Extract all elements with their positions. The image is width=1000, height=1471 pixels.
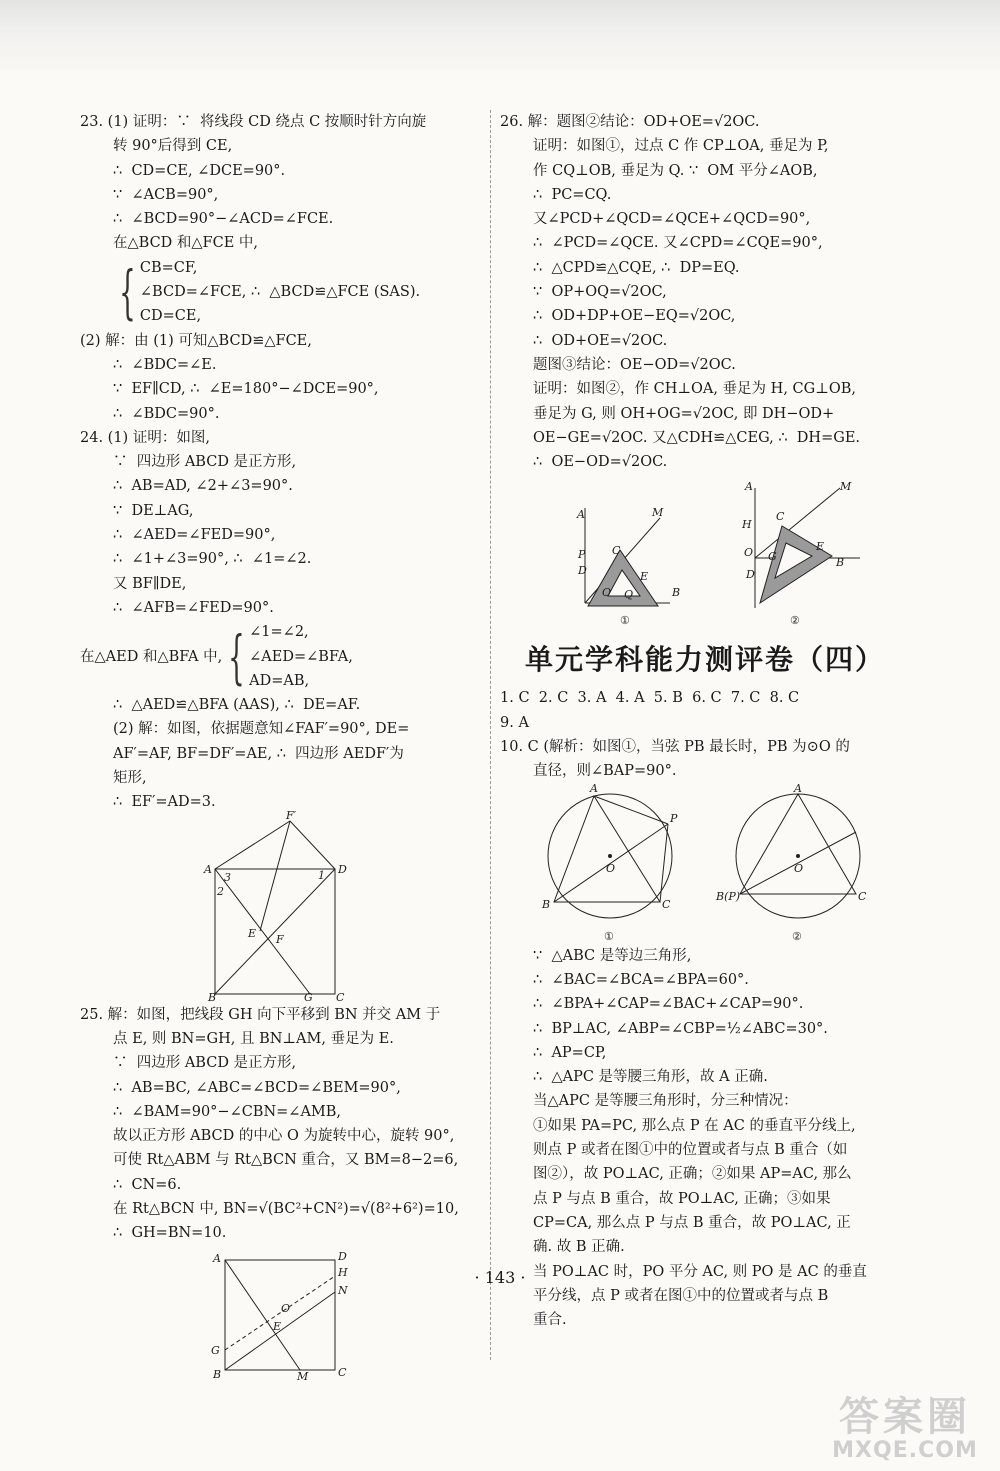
fig-label-2: ② xyxy=(792,929,802,943)
text-line: ∴ OD+OE=√2OC. xyxy=(533,332,668,349)
q23-congruence-system xyxy=(80,256,480,329)
text-line: ∴ CD=CE, ∠DCE=90°. xyxy=(113,162,286,179)
label-H: H xyxy=(338,1265,348,1279)
label-O: O xyxy=(281,1301,291,1315)
label-C: C xyxy=(776,510,785,524)
text-line: 作 CQ⊥OB, 垂足为 Q. ∵ OM 平分∠AOB, xyxy=(533,162,818,179)
figure-q25-square xyxy=(205,1249,355,1383)
label-N: N xyxy=(338,1283,348,1297)
text-line: 在△BCD 和△FCE 中, xyxy=(113,235,259,252)
text-line: ∵ ∠ACB=90°, xyxy=(113,186,219,203)
text-line: 证明：如图①，过点 C 作 CP⊥OA, 垂足为 P, xyxy=(533,138,829,155)
label-B: B xyxy=(213,1367,222,1381)
text-line: ∵ EF∥CD, ∴ ∠E=180°−∠DCE=90°, xyxy=(113,381,379,398)
text-line: 当 PO⊥AC 时，PO 平分 AC, 则 PO 是 AC 的垂直 xyxy=(533,1263,867,1280)
question-24 xyxy=(80,426,480,620)
text-line: 当△APC 是等腰三角形时，分三种情况： xyxy=(533,1093,798,1110)
label-E: E xyxy=(640,570,649,584)
label-B: B xyxy=(836,556,845,570)
label-C: C xyxy=(858,889,867,903)
text-line: 矩形, xyxy=(113,770,147,787)
answer-key xyxy=(500,686,910,783)
question-25 xyxy=(80,1003,480,1246)
text-line: ∴ ∠1+∠3=90°, ∴ ∠1=∠2. xyxy=(113,551,312,568)
label-M: M xyxy=(652,506,664,520)
label-E: E xyxy=(248,926,257,940)
q24-congruence-system xyxy=(80,620,480,693)
label-H: H xyxy=(742,518,752,532)
text-line: ∴ ∠AFB=∠FED=90°. xyxy=(113,599,274,616)
text-line: ∴ △CPD≌△CQE, ∴ DP=EQ. xyxy=(533,259,740,276)
text-line: 10. C (解析：如图①，当弦 PB 最长时，PB 为⊙O 的 xyxy=(500,739,850,756)
label-O: O xyxy=(794,861,804,875)
text-line: ∴ EF′=AD=3. xyxy=(113,794,216,811)
text-line: ∴ △AED≌△BFA (AAS), ∴ DE=AF. xyxy=(113,697,361,714)
text-line: 证明：如图②，作 CH⊥OA, 垂足为 H, CG⊥OB, xyxy=(533,381,856,398)
text-line: ∵ OP+OQ=√2OC, xyxy=(533,284,667,301)
label-C: C xyxy=(338,1365,347,1379)
watermark-url: MXQE.COM xyxy=(832,1438,978,1463)
watermark xyxy=(815,1385,995,1470)
text-line: ∴ AB=AD, ∠2+∠3=90°. xyxy=(113,478,293,495)
figure-q26-1 xyxy=(540,478,690,628)
question-23 xyxy=(80,110,480,256)
label-F: F xyxy=(276,932,284,946)
label-P: P xyxy=(578,548,586,562)
text-line: 故以正方形 ABCD 的中心 O 为旋转中心，旋转 90°, xyxy=(113,1128,455,1145)
text-line: ∴ AB=BC, ∠ABC=∠BCD=∠BEM=90°, xyxy=(113,1079,401,1096)
text-line: ∴ △APC 是等腰三角形，故 A 正确. xyxy=(533,1069,768,1086)
text-line: 重合. xyxy=(533,1312,567,1329)
text-line: ∴ OE−OD=√2OC. xyxy=(533,454,668,471)
label-Q: Q xyxy=(624,588,634,602)
text-line: ∴ GH=BN=10. xyxy=(113,1225,227,1242)
text-line: ∴ ∠BDC=90°. xyxy=(113,405,220,422)
label-E: E xyxy=(816,540,825,554)
label-D: D xyxy=(338,862,347,876)
text-line: 25. 解：如图，把线段 GH 向下平移到 BN 并交 AM 于 xyxy=(80,1006,441,1023)
text-line: CD=CE, xyxy=(139,308,202,325)
label-B-P: B(P) xyxy=(716,889,741,903)
left-brace: { xyxy=(228,622,246,691)
figure-q26-2 xyxy=(720,478,870,628)
text-line: (2) 解：由 (1) 可知△BCD≌△FCE, xyxy=(80,332,312,349)
text-line: 可使 Rt△ABM 与 Rt△BCN 重合，又 BM=8−2=6, xyxy=(113,1152,459,1169)
text-line: ∵ DE⊥AG, xyxy=(113,502,194,519)
text-line: ∠1=∠2, xyxy=(249,624,309,641)
text-line: ∴ ∠AED=∠FED=90°, xyxy=(113,527,276,544)
q10-figures xyxy=(500,781,910,944)
text-line: ∴ PC=CQ. xyxy=(533,186,612,203)
text-line: ∴ AP=CP, xyxy=(533,1044,607,1061)
text-line: 23. (1) 证明：∵ 将线段 CD 绕点 C 按顺时针方向旋 xyxy=(80,114,427,130)
text-line: 确. 故 B 正确. xyxy=(533,1239,625,1256)
page-number: · 143 · xyxy=(474,1268,526,1287)
label-E: E xyxy=(273,1319,282,1333)
text-line: 26. 解：题图②结论：OD+OE=√2OC. xyxy=(500,114,760,130)
label-B: B xyxy=(542,897,551,911)
fig-label-1: ① xyxy=(604,929,614,943)
text-line: ∴ OD+DP+OE−EQ=√2OC, xyxy=(533,308,736,325)
text-line: ①如果 PA=PC, 那么点 P 在 AC 的垂直平分线上, xyxy=(533,1117,856,1134)
label-D: D xyxy=(746,568,755,582)
text-line: 又 BF∥DE, xyxy=(113,575,187,592)
label-B: B xyxy=(208,990,217,1004)
question-10-solution xyxy=(500,944,910,1333)
section-heading: 单元学科能力测评卷（四） xyxy=(524,643,885,677)
text-line: 题图③结论：OE−OD=√2OC. xyxy=(533,356,736,373)
left-brace: { xyxy=(119,258,136,327)
text-line: ∵ 四边形 ABCD 是正方形, xyxy=(113,1055,297,1072)
text-line: 24. (1) 证明：如图, xyxy=(80,429,210,446)
label-B: B xyxy=(672,586,681,600)
text-line: ∠BCD=∠FCE, ∴ △BCD≌△FCE (SAS). xyxy=(139,284,421,301)
text-line: ∴ ∠BPA+∠CAP=∠BAC+∠CAP=90°. xyxy=(533,996,804,1013)
text-line: ∵ △ABC 是等边三角形, xyxy=(533,947,692,964)
label-G: G xyxy=(211,1343,220,1357)
text-line: ∴ ∠BAC=∠BCA=∠BPA=60°. xyxy=(533,971,749,988)
label-O: O xyxy=(602,586,612,600)
fig-label-1: ① xyxy=(620,614,630,628)
scan-top-shadow xyxy=(0,0,1000,70)
text-line: 平分线，点 P 或者在图①中的位置或者与点 B xyxy=(533,1287,829,1304)
label-1: 1 xyxy=(318,868,325,882)
text-line: ∴ ∠PCD=∠QCE. 又∠CPD=∠CQE=90°, xyxy=(533,235,823,252)
text-line: CP=CA, 那么点 P 与点 B 重合，故 PO⊥AC, 正 xyxy=(533,1214,851,1231)
text-line: 转 90°后得到 CE, xyxy=(113,138,233,155)
text-line: ∴ CN=6. xyxy=(113,1176,182,1193)
label-C: C xyxy=(612,544,621,558)
label-C: C xyxy=(662,897,671,911)
label-P: P xyxy=(670,811,678,825)
text-line: 图②），故 PO⊥AC, 正确；②如果 AP=AC, 那么 xyxy=(533,1166,852,1183)
text-line: CB=CF, xyxy=(139,259,198,276)
text-line: 9. A xyxy=(500,714,529,731)
text-line: 1. C 2. C 3. A 4. A 5. B 6. C 7. C 8. C xyxy=(500,690,800,707)
text-line: ∠AED=∠BFA, xyxy=(249,648,353,665)
text-line: ∵ 四边形 ABCD 是正方形, xyxy=(113,454,297,471)
label-A: A xyxy=(590,781,598,795)
text-line: OE−GE=√2OC. 又△CDH≌△CEG, ∴ DH=GE. xyxy=(533,429,861,446)
q26-figures xyxy=(500,478,910,628)
text-line: 点 E, 则 BN=GH, 且 BN⊥AM, 垂足为 E. xyxy=(113,1030,394,1047)
label-A: A xyxy=(204,862,212,876)
watermark-text: 答案圈 xyxy=(839,1394,971,1440)
label-2: 2 xyxy=(217,884,224,898)
label-M: M xyxy=(297,1369,309,1383)
right-column xyxy=(500,110,910,1332)
text-line: AF′=AF, BF=DF′=AE, ∴ 四边形 AEDF′为 xyxy=(113,745,404,762)
question-24-part2 xyxy=(80,693,480,814)
label-3: 3 xyxy=(224,870,231,884)
text-line: ∴ ∠BAM=90°−∠CBN=∠AMB, xyxy=(113,1103,342,1120)
label-A: A xyxy=(213,1251,221,1265)
label-D: D xyxy=(578,564,587,578)
label-F-prime: F′ xyxy=(286,808,297,822)
label-M: M xyxy=(840,480,852,494)
label-G: G xyxy=(304,990,313,1004)
label-A: A xyxy=(794,781,802,795)
label-G: G xyxy=(768,550,777,564)
left-column xyxy=(80,110,480,1384)
question-26 xyxy=(500,110,910,474)
label-A: A xyxy=(577,508,585,522)
column-divider xyxy=(490,110,491,1360)
label-O: O xyxy=(606,861,616,875)
text-line: 垂足为 G, 则 OH+OG=√2OC, 即 DH−OD+ xyxy=(533,405,835,422)
text-line: 点 P 与点 B 重合，故 PO⊥AC, 正确；③如果 xyxy=(533,1190,831,1207)
figure-q24-square xyxy=(180,808,380,1004)
figure-q10-1 xyxy=(532,781,692,944)
question-23-part2 xyxy=(80,329,480,426)
text-line: AD=AB, xyxy=(249,672,310,689)
fig-label-2: ② xyxy=(790,614,800,628)
text-line: 又∠PCD+∠QCD=∠QCE+∠QCD=90°, xyxy=(533,211,811,228)
label-A: A xyxy=(745,480,753,494)
text-line: 直径，则∠BAP=90°. xyxy=(533,763,677,780)
label-C: C xyxy=(336,990,345,1004)
text-line: ∴ ∠BDC=∠E. xyxy=(113,356,217,373)
text-line: 在 Rt△BCN 中, BN=√(BC²+CN²)=√(8²+6²)=10, xyxy=(113,1200,459,1217)
text-line: 则点 P 或者在图①中的位置或者与点 B 重合（如 xyxy=(533,1142,848,1159)
text-line: ∴ BP⊥AC, ∠ABP=∠CBP=½∠ABC=30°. xyxy=(533,1020,828,1037)
figure-q10-2 xyxy=(716,781,878,944)
text-line: (2) 解：如图，依据题意知∠FAF′=90°, DE= xyxy=(113,721,410,738)
q24-system-lead: 在△AED 和△BFA 中, xyxy=(80,648,223,665)
label-O: O xyxy=(744,546,754,560)
label-D: D xyxy=(338,1249,347,1263)
text-line: ∴ ∠BCD=90°−∠ACD=∠FCE. xyxy=(113,211,334,228)
